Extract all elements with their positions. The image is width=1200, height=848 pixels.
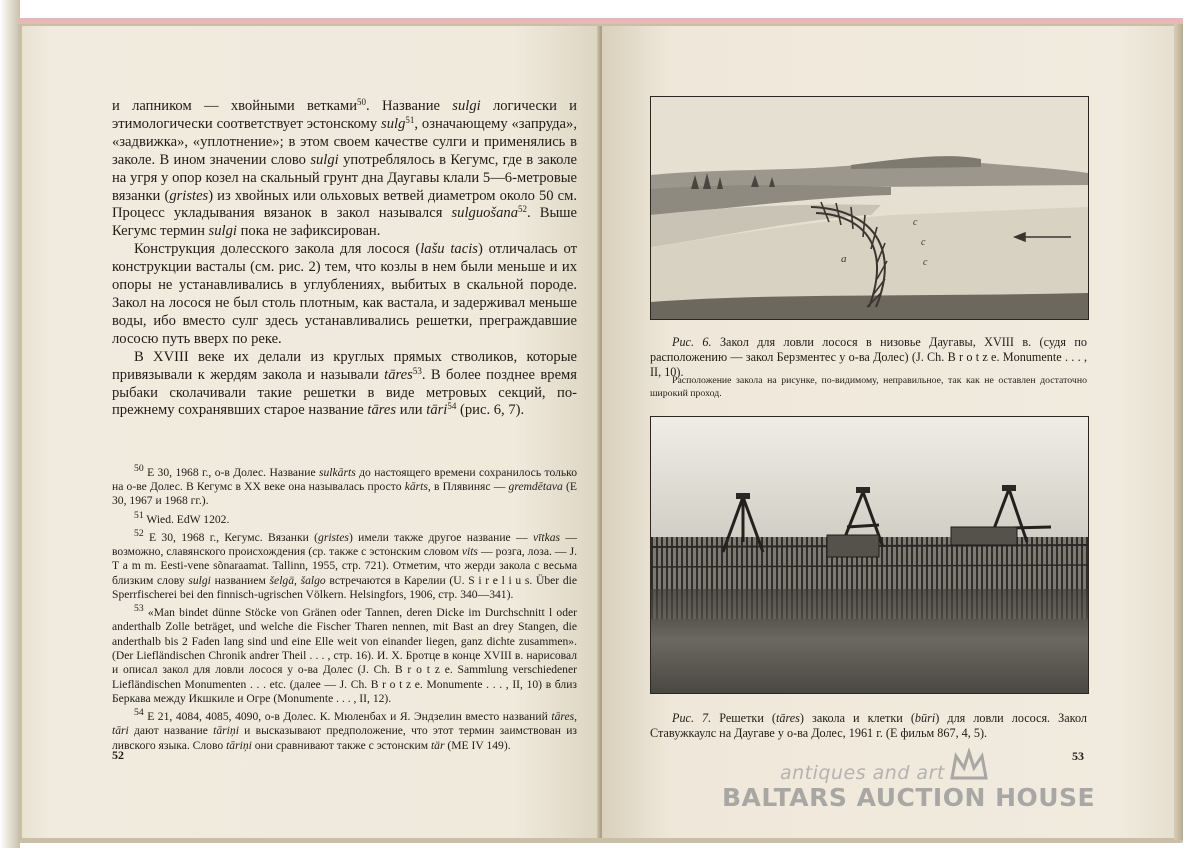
footnote: $^{51}$ Wied. EdW 1202. [134,509,230,526]
figure-6-drawing [650,96,1089,320]
right-page [602,26,1174,838]
footnote: $^{52}$ E 30, 1968 г., Кегумс. Вязанки (gristes) имели также другое название — vītkas — возможно, славянского происхождения (ср. также с эстонским словом vits — розга, лоза. — J. T a m m. Eesti-vene sõnaraamat. Tallinn, 1955, стр. 721). Отметим, что жерди закола с весьма близким слову sulgi названием šelgä, šalgo встречаются в Карелии (U. S i r e l i u s. Über die Sperrfischerei bei den finnisch-ugrischen Völkern. Helsingfors, 1906, стр. 340—341). [112,527,577,601]
paragraph: и лапником — хвойными ветками$^{50}$. Название sulgi логически и этимологически соответствует эстонскому sulg$^{51}$, означающему «запруда», «задвижка», «уплотнение»; в этом своем качестве сулги и применялись в заколе. В ином значении слово sulgi употреблялось в Кегумс, где в заколе на угря у опор козел на скальный грунт дна Даугавы клали 5—6-метровые вязанки (gristes) из хвойных или ольховых ветвей диаметром около 50 см. Процесс укладывания вязанок в закол назывался sulguošana$^{52}$. Выше Кегумс термин sulgi пока не зафиксирован. [112,97,578,240]
watermark-tagline: antiques and art [780,762,945,784]
background-edge [0,0,20,848]
footnote: $^{50}$ E 30, 1968 г., о-в Долес. Название sulkārts до настоящего времени сохранилось только на о-ве Долес. В Кегумс в XX веке она называлась просто kārts, в Плявиняс — gremdētava (E 30, 1967 и 1968 гг.). [112,463,577,508]
footnote: $^{54}$ E 21, 4084, 4085, 4090, о-в Долес. К. Мюленбах и Я. Эндзелин вместо названий tāres, tāri дают название tāriņi и высказывают предположение, что этот термин заимствован из ливского языка. Слово tāriņi они сравнивают также с эстонским tär (ME IV 149). [112,707,577,752]
watermark-brand: BALTARS AUCTION HOUSE [722,783,1096,812]
figure-label: c [921,237,926,248]
page-number-right: 53 [1072,749,1084,763]
figure-6-note: Расположение закола на рисунке, по-видимому, неправильное, так как не оставлен достаточно широкий проход. [650,375,1087,399]
paragraph: Конструкция долесского закола для лосося (lašu tacis) отличалась от конструкции васталы (см. рис. 2) тем, что козлы в нем были меньше и их опоры не устанавливались в углублениях, выбитых в скальной породе. Закол на лосося не был столь плотным, как вастала, и задерживал меньше воды, ибо вместо сулг здесь устанавливались решетки, преграждавшие лососю путь вверх по реке. [112,241,577,347]
crown-icon [948,748,990,784]
book-page-edge [1174,24,1183,840]
left-body-text [112,98,577,420]
page-number-left: 52 [112,748,124,762]
figure-label: c [923,257,928,268]
footnote: $^{53}$ «Man bindet dünne Stöcke von Gränen oder Tannen, deren Dicke im Durchschnitt l oder anderthalb Zolle beträget, und welche die Fischer Tharen nennen, mit Bast an drey Stangen, die anderthalb bis 2 Faden lang sind und eine Elle weit von einander liegen, ganz dichte zusammen». (Der Liefländischen Chronik andrer Theil . . . , стр. 16). И. Х. Бротце в конце XVIII в. нарисовал и описал закол для ловли лосося у о-ва Долес (J. Ch. B r o t z e. Sammlung verschiedener Liefländischen Monumenten . . . etc. (далее — J. Ch. B r o t z e. Monumente . . . , II, 10) в близ Беркава между Икшкиле и Огре (Monumente . . . , II, 12). [112,603,577,705]
figure-label: c [913,217,918,228]
figure-label: a [841,253,847,265]
figure-7-photo [650,416,1089,694]
footnotes [112,462,577,753]
paragraph: В XVIII веке их делали из круглых прямых стволиков, которые привязывали к жердям закола и называли tāres$^{53}$. В более позднее время рыбаки сколачивали такие решетки в виде метровых секций, по-прежнему сохранявших старое название tāres или tāri$^{54}$ (рис. 6, 7). [112,348,578,419]
figure-7-caption: Рис. 7. Решетки (tāres) закола и клетки (būri) для ловли лосося. Закол Ставужкаулс на Даугаве у о-ва Долес, 1961 г. (E фильм 867, 4, 5). [650,711,1087,740]
book-top-edge [18,18,1183,24]
figure-6-caption: Рис. 6. Закол для ловли лосося в низовье Даугавы, XVIII в. (судя по расположению — закол Берзментес у о-ва Долес) (J. Ch. B r o t z e. Monumente . . . , II, 10). [650,335,1087,379]
left-page [22,26,600,838]
